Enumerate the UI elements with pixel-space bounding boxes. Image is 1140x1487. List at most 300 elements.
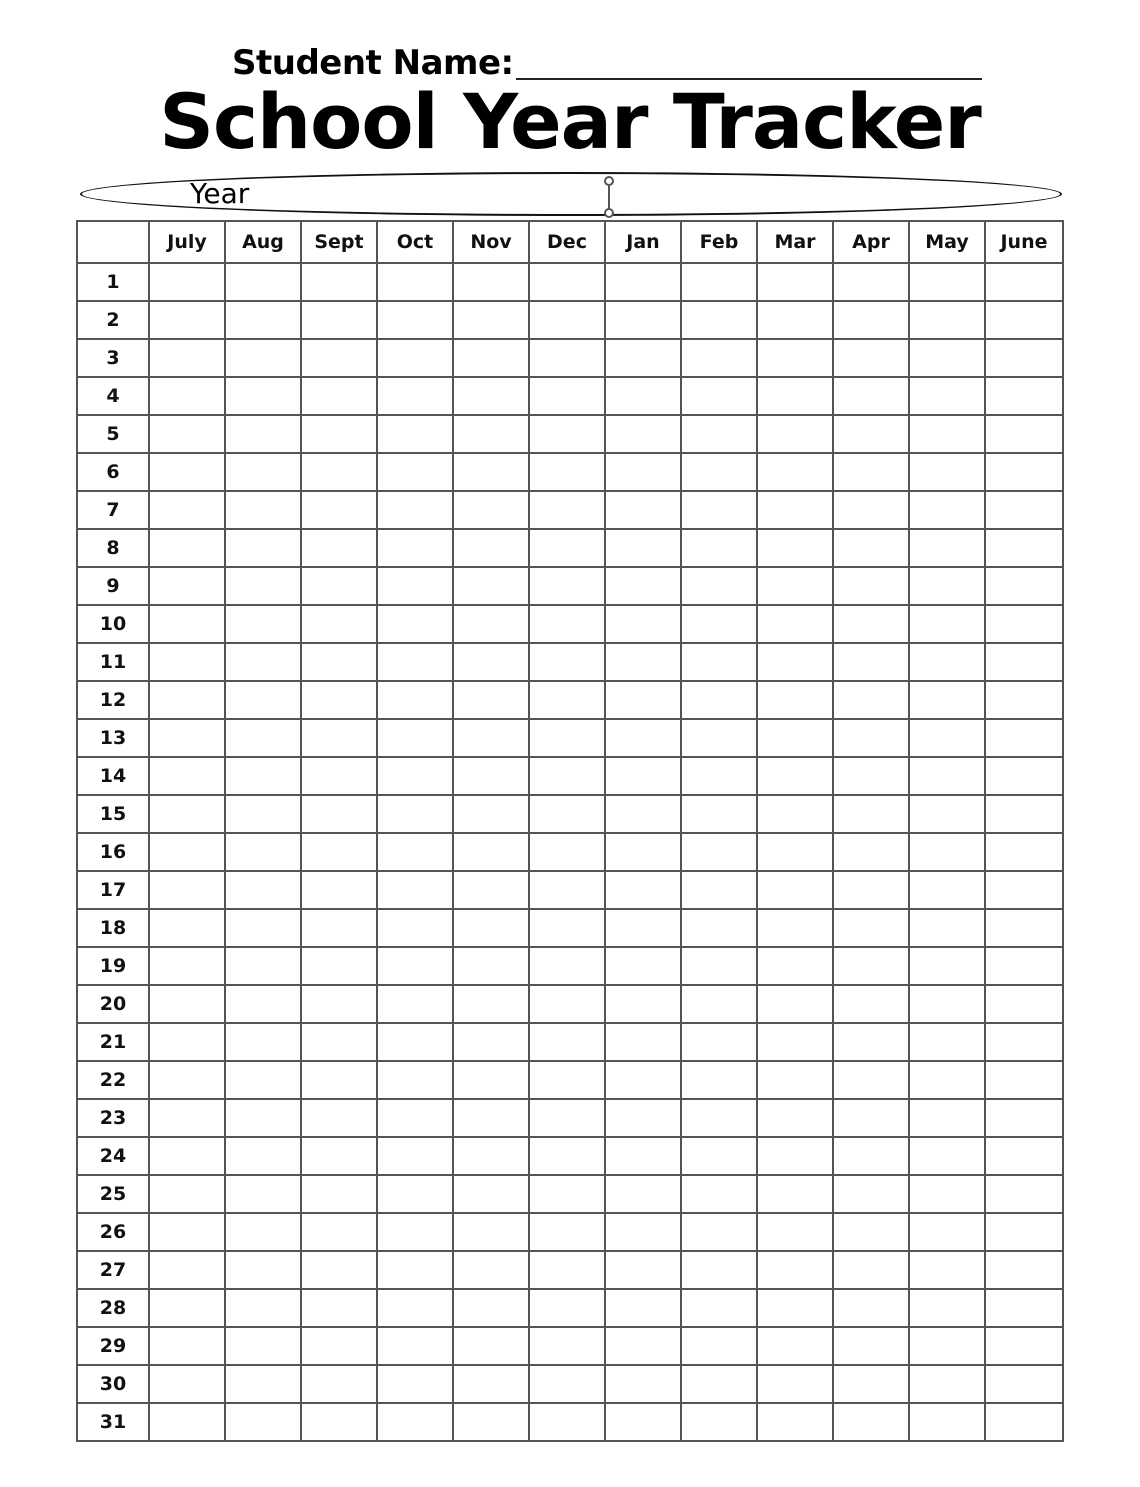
tracker-cell[interactable]: [757, 1023, 833, 1061]
tracker-cell[interactable]: [985, 985, 1063, 1023]
tracker-cell[interactable]: [909, 985, 985, 1023]
tracker-cell[interactable]: [985, 909, 1063, 947]
tracker-cell[interactable]: [377, 1099, 453, 1137]
tracker-cell[interactable]: [605, 1175, 681, 1213]
tracker-cell[interactable]: [529, 643, 605, 681]
tracker-cell[interactable]: [985, 1289, 1063, 1327]
tracker-cell[interactable]: [225, 605, 301, 643]
tracker-cell[interactable]: [377, 643, 453, 681]
tracker-cell[interactable]: [681, 795, 757, 833]
tracker-cell[interactable]: [301, 643, 377, 681]
tracker-cell[interactable]: [529, 1175, 605, 1213]
tracker-cell[interactable]: [909, 1251, 985, 1289]
tracker-cell[interactable]: [301, 1023, 377, 1061]
tracker-cell[interactable]: [225, 1365, 301, 1403]
tracker-cell[interactable]: [909, 1403, 985, 1441]
tracker-cell[interactable]: [453, 529, 529, 567]
tracker-cell[interactable]: [301, 719, 377, 757]
tracker-cell[interactable]: [453, 985, 529, 1023]
tracker-cell[interactable]: [757, 1175, 833, 1213]
tracker-cell[interactable]: [985, 1061, 1063, 1099]
tracker-cell[interactable]: [377, 1061, 453, 1099]
tracker-cell[interactable]: [681, 377, 757, 415]
tracker-cell[interactable]: [149, 1023, 225, 1061]
tracker-cell[interactable]: [833, 795, 909, 833]
tracker-cell[interactable]: [605, 1365, 681, 1403]
tracker-cell[interactable]: [681, 719, 757, 757]
tracker-cell[interactable]: [149, 1137, 225, 1175]
tracker-cell[interactable]: [909, 1137, 985, 1175]
tracker-cell[interactable]: [149, 1061, 225, 1099]
tracker-cell[interactable]: [681, 1061, 757, 1099]
tracker-cell[interactable]: [453, 719, 529, 757]
tracker-cell[interactable]: [301, 757, 377, 795]
tracker-cell[interactable]: [529, 795, 605, 833]
tracker-cell[interactable]: [225, 1061, 301, 1099]
tracker-cell[interactable]: [453, 1213, 529, 1251]
tracker-cell[interactable]: [757, 947, 833, 985]
tracker-cell[interactable]: [301, 491, 377, 529]
tracker-cell[interactable]: [681, 1251, 757, 1289]
tracker-cell[interactable]: [909, 453, 985, 491]
tracker-cell[interactable]: [757, 529, 833, 567]
tracker-cell[interactable]: [985, 377, 1063, 415]
student-name-field[interactable]: [516, 34, 982, 80]
tracker-cell[interactable]: [149, 567, 225, 605]
tracker-cell[interactable]: [909, 1175, 985, 1213]
tracker-cell[interactable]: [377, 871, 453, 909]
tracker-cell[interactable]: [605, 681, 681, 719]
tracker-cell[interactable]: [377, 339, 453, 377]
tracker-cell[interactable]: [909, 1327, 985, 1365]
tracker-cell[interactable]: [301, 909, 377, 947]
tracker-cell[interactable]: [605, 1137, 681, 1175]
tracker-cell[interactable]: [453, 339, 529, 377]
tracker-cell[interactable]: [149, 719, 225, 757]
tracker-cell[interactable]: [985, 757, 1063, 795]
tracker-cell[interactable]: [909, 339, 985, 377]
tracker-cell[interactable]: [529, 377, 605, 415]
tracker-cell[interactable]: [529, 1251, 605, 1289]
tracker-cell[interactable]: [985, 871, 1063, 909]
tracker-cell[interactable]: [377, 1175, 453, 1213]
tracker-cell[interactable]: [377, 1023, 453, 1061]
tracker-cell[interactable]: [833, 1289, 909, 1327]
tracker-cell[interactable]: [149, 491, 225, 529]
tracker-cell[interactable]: [985, 1251, 1063, 1289]
tracker-cell[interactable]: [757, 453, 833, 491]
tracker-cell[interactable]: [681, 453, 757, 491]
tracker-cell[interactable]: [149, 1327, 225, 1365]
tracker-cell[interactable]: [225, 795, 301, 833]
tracker-cell[interactable]: [757, 1327, 833, 1365]
tracker-cell[interactable]: [757, 1213, 833, 1251]
tracker-cell[interactable]: [681, 415, 757, 453]
tracker-cell[interactable]: [149, 453, 225, 491]
tracker-cell[interactable]: [605, 795, 681, 833]
tracker-cell[interactable]: [529, 301, 605, 339]
tracker-cell[interactable]: [985, 453, 1063, 491]
tracker-cell[interactable]: [909, 947, 985, 985]
tracker-cell[interactable]: [833, 1251, 909, 1289]
tracker-cell[interactable]: [149, 1099, 225, 1137]
tracker-cell[interactable]: [985, 719, 1063, 757]
tracker-cell[interactable]: [453, 377, 529, 415]
tracker-cell[interactable]: [149, 909, 225, 947]
tracker-cell[interactable]: [529, 453, 605, 491]
tracker-cell[interactable]: [453, 1365, 529, 1403]
tracker-cell[interactable]: [453, 301, 529, 339]
tracker-cell[interactable]: [149, 1403, 225, 1441]
tracker-cell[interactable]: [301, 263, 377, 301]
tracker-cell[interactable]: [529, 1061, 605, 1099]
tracker-cell[interactable]: [605, 1061, 681, 1099]
tracker-cell[interactable]: [605, 453, 681, 491]
tracker-cell[interactable]: [605, 643, 681, 681]
tracker-cell[interactable]: [681, 1213, 757, 1251]
tracker-cell[interactable]: [377, 263, 453, 301]
tracker-cell[interactable]: [833, 301, 909, 339]
tracker-cell[interactable]: [149, 871, 225, 909]
tracker-cell[interactable]: [909, 1099, 985, 1137]
tracker-cell[interactable]: [605, 719, 681, 757]
tracker-cell[interactable]: [681, 491, 757, 529]
tracker-cell[interactable]: [453, 415, 529, 453]
tracker-cell[interactable]: [833, 1099, 909, 1137]
tracker-cell[interactable]: [301, 301, 377, 339]
tracker-cell[interactable]: [833, 1023, 909, 1061]
tracker-cell[interactable]: [453, 1023, 529, 1061]
tracker-cell[interactable]: [605, 491, 681, 529]
tracker-cell[interactable]: [225, 757, 301, 795]
tracker-cell[interactable]: [225, 681, 301, 719]
tracker-cell[interactable]: [453, 1289, 529, 1327]
tracker-cell[interactable]: [681, 1099, 757, 1137]
tracker-cell[interactable]: [529, 491, 605, 529]
tracker-cell[interactable]: [757, 301, 833, 339]
tracker-cell[interactable]: [149, 795, 225, 833]
tracker-cell[interactable]: [605, 985, 681, 1023]
tracker-cell[interactable]: [225, 1251, 301, 1289]
tracker-cell[interactable]: [529, 985, 605, 1023]
tracker-cell[interactable]: [681, 1175, 757, 1213]
tracker-cell[interactable]: [149, 1251, 225, 1289]
tracker-cell[interactable]: [453, 909, 529, 947]
tracker-cell[interactable]: [377, 719, 453, 757]
tracker-cell[interactable]: [681, 567, 757, 605]
tracker-cell[interactable]: [529, 1213, 605, 1251]
tracker-cell[interactable]: [605, 1099, 681, 1137]
tracker-cell[interactable]: [833, 1061, 909, 1099]
tracker-cell[interactable]: [149, 757, 225, 795]
tracker-cell[interactable]: [909, 795, 985, 833]
tracker-cell[interactable]: [149, 1213, 225, 1251]
tracker-cell[interactable]: [377, 453, 453, 491]
tracker-cell[interactable]: [377, 529, 453, 567]
tracker-cell[interactable]: [453, 795, 529, 833]
tracker-cell[interactable]: [529, 415, 605, 453]
tracker-cell[interactable]: [681, 985, 757, 1023]
tracker-cell[interactable]: [833, 377, 909, 415]
tracker-cell[interactable]: [605, 567, 681, 605]
tracker-cell[interactable]: [453, 947, 529, 985]
tracker-cell[interactable]: [529, 529, 605, 567]
tracker-cell[interactable]: [985, 1099, 1063, 1137]
tracker-cell[interactable]: [833, 757, 909, 795]
tracker-cell[interactable]: [225, 1403, 301, 1441]
tracker-cell[interactable]: [149, 947, 225, 985]
tracker-cell[interactable]: [225, 1289, 301, 1327]
tracker-cell[interactable]: [453, 1061, 529, 1099]
tracker-cell[interactable]: [833, 263, 909, 301]
tracker-cell[interactable]: [225, 1099, 301, 1137]
tracker-cell[interactable]: [225, 377, 301, 415]
tracker-cell[interactable]: [301, 1175, 377, 1213]
tracker-cell[interactable]: [833, 1213, 909, 1251]
tracker-cell[interactable]: [833, 1365, 909, 1403]
tracker-cell[interactable]: [301, 1403, 377, 1441]
tracker-cell[interactable]: [453, 1099, 529, 1137]
tracker-cell[interactable]: [985, 681, 1063, 719]
tracker-cell[interactable]: [909, 871, 985, 909]
tracker-cell[interactable]: [301, 871, 377, 909]
tracker-cell[interactable]: [833, 871, 909, 909]
tracker-cell[interactable]: [377, 947, 453, 985]
tracker-cell[interactable]: [225, 1327, 301, 1365]
tracker-cell[interactable]: [833, 453, 909, 491]
tracker-cell[interactable]: [377, 1289, 453, 1327]
tracker-cell[interactable]: [681, 909, 757, 947]
tracker-cell[interactable]: [909, 491, 985, 529]
tracker-cell[interactable]: [909, 301, 985, 339]
tracker-cell[interactable]: [833, 643, 909, 681]
tracker-cell[interactable]: [149, 985, 225, 1023]
tracker-cell[interactable]: [757, 909, 833, 947]
tracker-cell[interactable]: [529, 719, 605, 757]
tracker-cell[interactable]: [833, 719, 909, 757]
tracker-cell[interactable]: [757, 339, 833, 377]
tracker-cell[interactable]: [453, 643, 529, 681]
tracker-cell[interactable]: [301, 681, 377, 719]
tracker-cell[interactable]: [605, 1289, 681, 1327]
tracker-cell[interactable]: [301, 529, 377, 567]
tracker-cell[interactable]: [757, 681, 833, 719]
tracker-cell[interactable]: [757, 491, 833, 529]
tracker-cell[interactable]: [301, 1365, 377, 1403]
tracker-cell[interactable]: [225, 643, 301, 681]
tracker-cell[interactable]: [453, 1403, 529, 1441]
tracker-cell[interactable]: [833, 491, 909, 529]
tracker-cell[interactable]: [909, 719, 985, 757]
tracker-cell[interactable]: [529, 1327, 605, 1365]
tracker-cell[interactable]: [605, 947, 681, 985]
tracker-cell[interactable]: [681, 947, 757, 985]
tracker-cell[interactable]: [453, 681, 529, 719]
tracker-cell[interactable]: [605, 1213, 681, 1251]
tracker-cell[interactable]: [681, 605, 757, 643]
tracker-cell[interactable]: [301, 947, 377, 985]
tracker-cell[interactable]: [833, 833, 909, 871]
tracker-cell[interactable]: [833, 339, 909, 377]
tracker-cell[interactable]: [529, 1403, 605, 1441]
tracker-cell[interactable]: [757, 985, 833, 1023]
tracker-cell[interactable]: [909, 643, 985, 681]
tracker-cell[interactable]: [377, 757, 453, 795]
tracker-cell[interactable]: [529, 1289, 605, 1327]
tracker-cell[interactable]: [377, 415, 453, 453]
tracker-cell[interactable]: [605, 529, 681, 567]
tracker-cell[interactable]: [149, 605, 225, 643]
tracker-cell[interactable]: [377, 1213, 453, 1251]
tracker-cell[interactable]: [377, 1327, 453, 1365]
tracker-cell[interactable]: [529, 1137, 605, 1175]
tracker-cell[interactable]: [225, 719, 301, 757]
tracker-cell[interactable]: [605, 1251, 681, 1289]
tracker-cell[interactable]: [605, 909, 681, 947]
tracker-cell[interactable]: [225, 415, 301, 453]
tracker-cell[interactable]: [301, 795, 377, 833]
tracker-cell[interactable]: [529, 263, 605, 301]
tracker-cell[interactable]: [529, 681, 605, 719]
tracker-cell[interactable]: [149, 1289, 225, 1327]
tracker-cell[interactable]: [529, 909, 605, 947]
tracker-cell[interactable]: [605, 1403, 681, 1441]
tracker-cell[interactable]: [605, 415, 681, 453]
tracker-cell[interactable]: [681, 263, 757, 301]
tracker-cell[interactable]: [757, 377, 833, 415]
tracker-cell[interactable]: [301, 339, 377, 377]
tracker-cell[interactable]: [833, 415, 909, 453]
tracker-cell[interactable]: [149, 377, 225, 415]
tracker-cell[interactable]: [453, 491, 529, 529]
tracker-cell[interactable]: [605, 833, 681, 871]
tracker-cell[interactable]: [149, 643, 225, 681]
tracker-cell[interactable]: [985, 415, 1063, 453]
tracker-cell[interactable]: [225, 263, 301, 301]
tracker-cell[interactable]: [757, 1251, 833, 1289]
tracker-cell[interactable]: [681, 1403, 757, 1441]
tracker-cell[interactable]: [909, 1289, 985, 1327]
tracker-cell[interactable]: [757, 567, 833, 605]
tracker-cell[interactable]: [377, 491, 453, 529]
tracker-cell[interactable]: [605, 339, 681, 377]
tracker-cell[interactable]: [301, 1251, 377, 1289]
tracker-cell[interactable]: [681, 871, 757, 909]
tracker-cell[interactable]: [605, 605, 681, 643]
tracker-cell[interactable]: [301, 985, 377, 1023]
tracker-cell[interactable]: [605, 1023, 681, 1061]
tracker-cell[interactable]: [301, 453, 377, 491]
tracker-cell[interactable]: [301, 567, 377, 605]
tracker-cell[interactable]: [985, 301, 1063, 339]
tracker-cell[interactable]: [985, 567, 1063, 605]
tracker-cell[interactable]: [225, 985, 301, 1023]
tracker-cell[interactable]: [909, 415, 985, 453]
tracker-cell[interactable]: [377, 833, 453, 871]
tracker-cell[interactable]: [757, 871, 833, 909]
tracker-cell[interactable]: [909, 529, 985, 567]
tracker-cell[interactable]: [681, 681, 757, 719]
tracker-cell[interactable]: [757, 1289, 833, 1327]
tracker-cell[interactable]: [605, 1327, 681, 1365]
tracker-cell[interactable]: [301, 1137, 377, 1175]
tracker-cell[interactable]: [985, 339, 1063, 377]
tracker-cell[interactable]: [225, 833, 301, 871]
tracker-cell[interactable]: [453, 871, 529, 909]
tracker-cell[interactable]: [225, 947, 301, 985]
tracker-cell[interactable]: [149, 301, 225, 339]
tracker-cell[interactable]: [605, 377, 681, 415]
tracker-cell[interactable]: [681, 757, 757, 795]
tracker-cell[interactable]: [909, 681, 985, 719]
tracker-cell[interactable]: [757, 833, 833, 871]
tracker-cell[interactable]: [453, 757, 529, 795]
tracker-cell[interactable]: [225, 1213, 301, 1251]
tracker-cell[interactable]: [681, 1327, 757, 1365]
tracker-cell[interactable]: [681, 1023, 757, 1061]
tracker-cell[interactable]: [757, 719, 833, 757]
tracker-cell[interactable]: [377, 1403, 453, 1441]
tracker-cell[interactable]: [909, 263, 985, 301]
tracker-cell[interactable]: [225, 871, 301, 909]
tracker-cell[interactable]: [149, 681, 225, 719]
tracker-cell[interactable]: [757, 1403, 833, 1441]
tracker-cell[interactable]: [757, 643, 833, 681]
tracker-cell[interactable]: [985, 1327, 1063, 1365]
tracker-cell[interactable]: [529, 567, 605, 605]
tracker-cell[interactable]: [757, 1137, 833, 1175]
tracker-cell[interactable]: [909, 1023, 985, 1061]
tracker-cell[interactable]: [833, 985, 909, 1023]
tracker-cell[interactable]: [529, 605, 605, 643]
tracker-cell[interactable]: [833, 1175, 909, 1213]
tracker-cell[interactable]: [225, 453, 301, 491]
tracker-cell[interactable]: [149, 263, 225, 301]
tracker-cell[interactable]: [909, 605, 985, 643]
tracker-cell[interactable]: [301, 605, 377, 643]
tracker-cell[interactable]: [985, 1137, 1063, 1175]
tracker-cell[interactable]: [985, 1175, 1063, 1213]
tracker-cell[interactable]: [909, 833, 985, 871]
tracker-cell[interactable]: [529, 1023, 605, 1061]
tracker-cell[interactable]: [453, 567, 529, 605]
tracker-cell[interactable]: [149, 1365, 225, 1403]
tracker-cell[interactable]: [833, 605, 909, 643]
tracker-cell[interactable]: [377, 567, 453, 605]
tracker-cell[interactable]: [681, 301, 757, 339]
tracker-cell[interactable]: [377, 681, 453, 719]
tracker-cell[interactable]: [377, 909, 453, 947]
tracker-cell[interactable]: [909, 1061, 985, 1099]
tracker-cell[interactable]: [909, 377, 985, 415]
tracker-cell[interactable]: [833, 1327, 909, 1365]
tracker-cell[interactable]: [301, 1327, 377, 1365]
tracker-cell[interactable]: [149, 529, 225, 567]
tracker-cell[interactable]: [605, 263, 681, 301]
tracker-cell[interactable]: [681, 1137, 757, 1175]
tracker-cell[interactable]: [529, 833, 605, 871]
tracker-cell[interactable]: [301, 1213, 377, 1251]
tracker-cell[interactable]: [377, 1251, 453, 1289]
tracker-cell[interactable]: [985, 1403, 1063, 1441]
tracker-cell[interactable]: [301, 1061, 377, 1099]
tracker-cell[interactable]: [453, 833, 529, 871]
tracker-cell[interactable]: [985, 1023, 1063, 1061]
tracker-cell[interactable]: [681, 339, 757, 377]
tracker-cell[interactable]: [757, 415, 833, 453]
tracker-cell[interactable]: [225, 301, 301, 339]
tracker-cell[interactable]: [681, 643, 757, 681]
